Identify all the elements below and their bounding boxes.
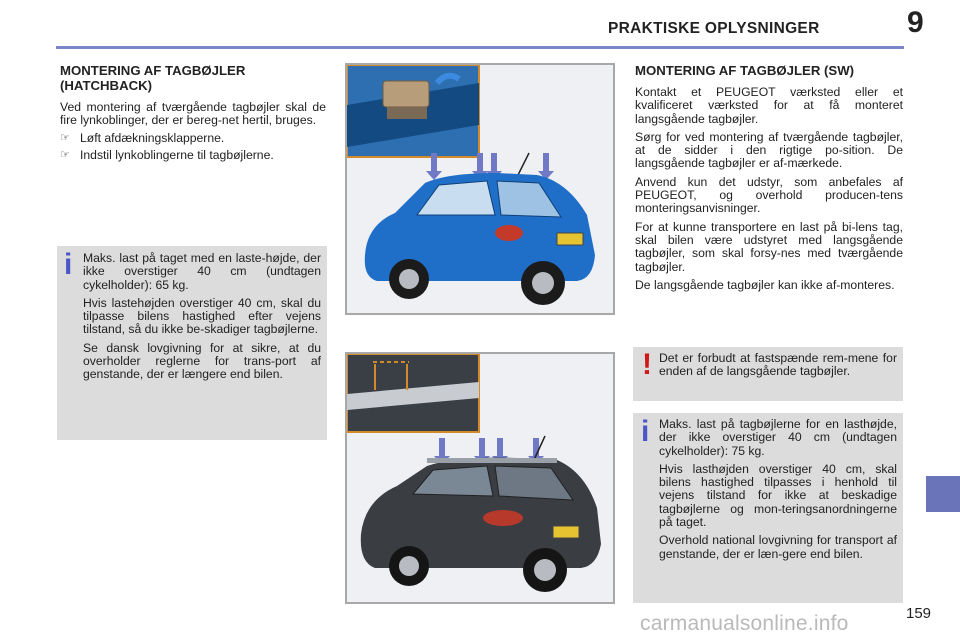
info-text: Se dansk lovgivning for at sikre, at du overholder reglerne for trans-port af genstande, der er længere end bilen. xyxy=(83,340,321,382)
list-item xyxy=(60,132,326,145)
page-header-title: PRAKTISKE OPLYSNINGER xyxy=(608,20,820,37)
watermark: carmanualsonline.info xyxy=(640,612,849,635)
page-number: 159 xyxy=(906,605,932,622)
header-divider xyxy=(56,46,904,49)
exclamation-icon: ! xyxy=(642,348,652,381)
warning-text: Det er forbudt at fastspænde rem-mene for enden af de langsgående tagbøjler. xyxy=(659,351,897,379)
info-text: Maks. last på tagbøjlerne for en lasthøjde, der ikke overstiger 40 cm (undtagen cykelholder): 75 kg. xyxy=(659,417,897,458)
sw-paragraph: Kontakt et PEUGEOT værksted eller et kvalificeret værksted for at få monteret langsgående tagbøjler. xyxy=(635,85,903,126)
hatchback-info-box xyxy=(57,246,327,440)
pointing-hand-icon: ☞ xyxy=(60,131,70,144)
sw-paragraph: Anvend kun det udstyr, som anbefales af PEUGEOT, og overhold producen-tens monteringsanvisninger. xyxy=(635,174,903,216)
hatchback-heading: MONTERING AF TAGBØJLER (HATCHBACK) xyxy=(60,63,246,93)
chapter-number: 9 xyxy=(907,6,924,39)
bullet-text: Løft afdækningsklapperne. xyxy=(80,130,225,145)
hatchback-roof-photo xyxy=(345,63,615,315)
hatchback-car-illustration xyxy=(347,65,613,313)
sw-paragraph: For at kunne transportere en last på bi-lens tag, skal bilen være udstyret med langsgående tagbøjler, som skal forsy-nes med tværgående tagbøjler. xyxy=(635,219,903,274)
hatchback-intro: Ved montering af tværgående tagbøjler skal de fire lynkoblinger, der er bereg-net hertil, bruges. xyxy=(60,100,326,128)
sw-paragraph: De langsgående tagbøjler kan ikke af-monteres. xyxy=(635,277,895,292)
info-text: Hvis lastehøjden overstiger 40 cm, skal du tilpasse bilens hastighed efter vejens tilstand, så du ikke be-skadiger tagbøjlerne. xyxy=(83,295,321,337)
info-icon: i xyxy=(641,415,650,448)
sw-paragraph: Sørg for ved montering af tværgående tagbøjler, at de sidder i den rigtige po-sition. De langsgående tagbøjler er af-mærkede. xyxy=(635,129,903,171)
chapter-side-tab[interactable] xyxy=(926,476,960,512)
pointing-hand-icon: ☞ xyxy=(60,148,70,161)
sw-heading: MONTERING AF TAGBØJLER (SW) xyxy=(635,63,855,78)
sw-section xyxy=(635,63,903,297)
hatchback-section xyxy=(60,63,326,162)
bullet-text: Indstil lynkoblingerne til tagbøjlerne. xyxy=(80,147,274,162)
sw-warning-box xyxy=(633,347,903,401)
info-text: Overhold national lovgivning for transport af genstande, der er læn-gere end bilen. xyxy=(659,533,897,561)
sw-car-illustration xyxy=(347,354,613,602)
sw-roof-photo xyxy=(345,352,615,604)
info-text: Hvis lasthøjden overstiger 40 cm, skal bilens hastighed tilpasses i henhold til vejens tilstand for ikke at beskadige tagbøjlerne og mon-teringsanordningerne på taget. xyxy=(659,461,897,530)
info-text: Maks. last på taget med en laste-højde, der ikke overstiger 40 cm (undtagen cykelholder): 65 kg. xyxy=(83,251,321,292)
sw-info-box xyxy=(633,413,903,603)
info-icon: i xyxy=(64,248,73,281)
list-item xyxy=(60,149,326,162)
